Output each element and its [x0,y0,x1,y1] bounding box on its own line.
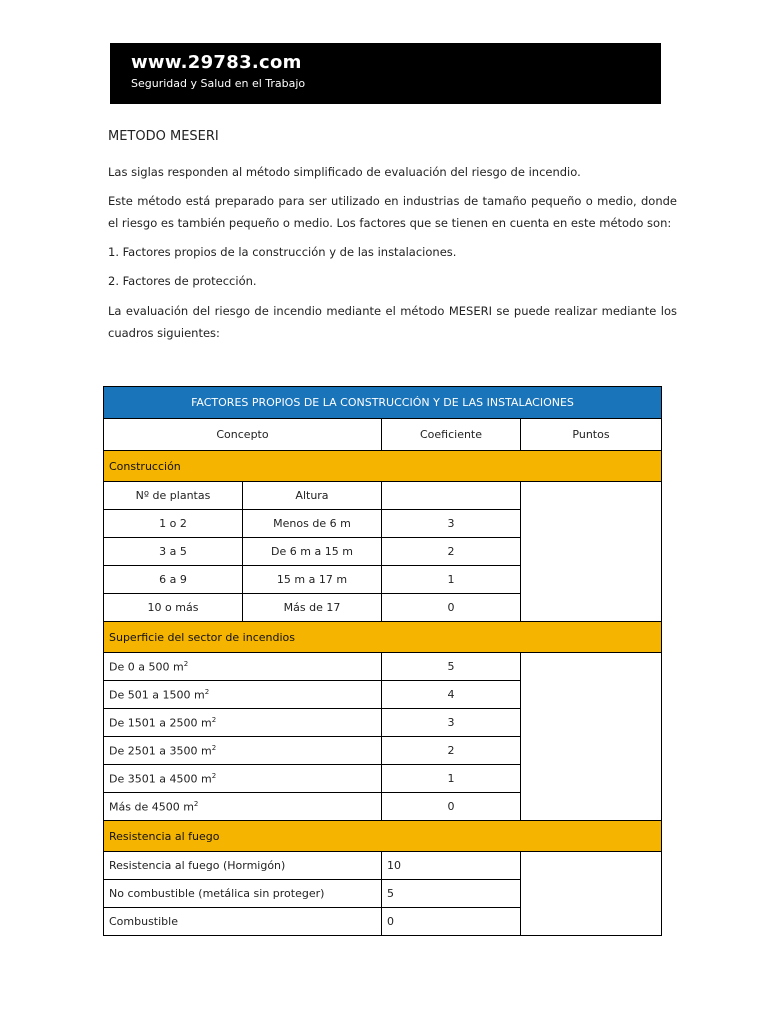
resistencia-label-cell: Resistencia al fuego (Hormigón) [104,852,382,880]
points-cell [521,653,662,821]
table-row [104,653,662,681]
header-puntos: Puntos [521,419,662,451]
points-cell [521,482,662,622]
section-construccion [104,451,662,482]
paragraph-description: Este método está preparado para ser utilizado en industrias de tamaño pequeño o medio, donde el riesgo es también pequeño o medio. Los factores que se tienen en cuenta en este método son: [108,194,677,230]
meseri-table [103,386,662,936]
range-text: De 501 a 1500 [109,688,191,702]
plantas-cell: 3 a 5 [104,538,243,566]
header-coeficiente: Coeficiente [382,419,521,451]
altura-cell: De 6 m a 15 m [243,538,382,566]
altura-cell: 15 m a 17 m [243,566,382,594]
coef-cell: 4 [382,681,521,709]
unit-exponent: 2 [211,771,217,780]
unit-exponent: 2 [211,715,217,724]
site-tagline: Seguridad y Salud en el Trabajo [131,77,306,90]
coef-cell: 5 [382,880,521,908]
coef-cell: 1 [382,566,521,594]
unit-text: m [200,772,212,786]
coef-cell: 5 [382,653,521,681]
superficie-range-cell [104,793,382,821]
coef-cell: 1 [382,765,521,793]
section-resistencia [104,821,662,852]
coef-cell: 2 [382,737,521,765]
list-item-factor-1: 1. Factores propios de la construcción y de las instalaciones. [108,245,457,259]
plantas-cell: 1 o 2 [104,510,243,538]
coef-cell: 0 [382,793,521,821]
unit-text: m [172,660,184,674]
unit-exponent: 2 [193,799,199,808]
range-text: De 2501 a 3500 [109,744,198,758]
coef-cell: 0 [382,908,521,936]
section-label: Superficie del sector de incendios [104,622,662,653]
altura-cell: Más de 17 [243,594,382,622]
superficie-range-cell [104,765,382,793]
resistencia-label-cell: No combustible (metálica sin proteger) [104,880,382,908]
coef-cell: 10 [382,852,521,880]
paragraph-intro: Las siglas responden al método simplificado de evaluación del riesgo de incendio. [108,165,581,179]
unit-exponent: 2 [204,687,210,696]
coef-cell: 3 [382,709,521,737]
unit-text: m [200,716,212,730]
superficie-range-cell [104,653,382,681]
range-text: De 1501 a 2500 [109,716,198,730]
section-label: Resistencia al fuego [104,821,662,852]
coef-cell: 3 [382,510,521,538]
range-text: De 0 a 500 [109,660,170,674]
superficie-range-cell [104,737,382,765]
plantas-cell: 6 a 9 [104,566,243,594]
table-row [104,852,662,880]
site-url: www.29783.com [131,52,302,73]
list-item-factor-2: 2. Factores de protección. [108,274,257,288]
points-cell [521,852,662,936]
range-text: Más de 4500 [109,800,180,814]
superficie-range-cell [104,709,382,737]
coef-cell [382,482,521,510]
resistencia-label-cell: Combustible [104,908,382,936]
table-header-row [104,419,662,451]
section-superficie [104,622,662,653]
paragraph-evaluation: La evaluación del riesgo de incendio mediante el método MESERI se puede realizar mediante los cuadros siguientes: [108,304,677,340]
section-label: Construcción [104,451,662,482]
unit-text: m [193,688,205,702]
col-plantas-header: Nº de plantas [104,482,243,510]
superficie-range-cell [104,681,382,709]
unit-exponent: 2 [211,743,217,752]
table-title: FACTORES PROPIOS DE LA CONSTRUCCIÓN Y DE LAS INSTALACIONES [104,387,662,419]
plantas-cell: 10 o más [104,594,243,622]
coef-cell: 0 [382,594,521,622]
site-banner [110,43,661,104]
header-concepto: Concepto [104,419,382,451]
table-row [104,482,662,510]
unit-text: m [200,744,212,758]
altura-cell: Menos de 6 m [243,510,382,538]
unit-exponent: 2 [183,659,189,668]
col-altura-header: Altura [243,482,382,510]
range-text: De 3501 a 4500 [109,772,198,786]
coef-cell: 2 [382,538,521,566]
unit-text: m [183,800,194,814]
document-title: METODO MESERI [108,129,219,144]
